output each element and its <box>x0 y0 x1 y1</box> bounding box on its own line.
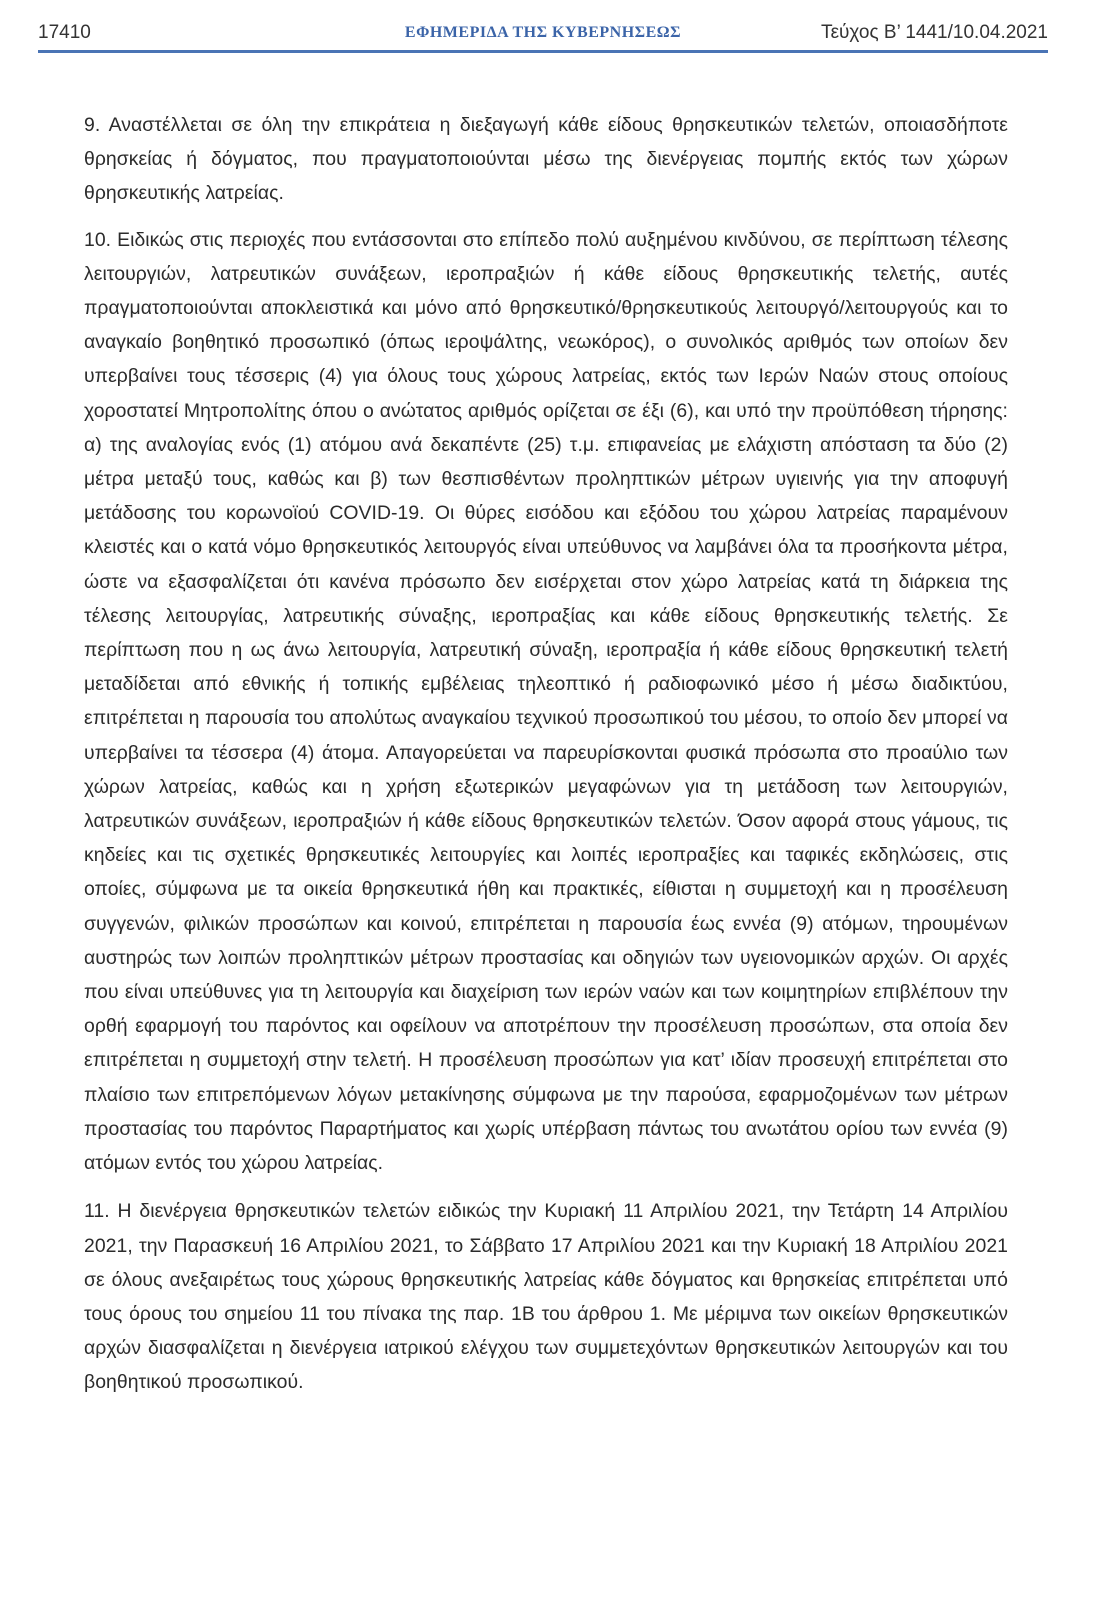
page-number: 17410 <box>38 22 91 43</box>
document-body <box>84 108 1008 1416</box>
paragraph-9: 9. Αναστέλλεται σε όλη την επικράτεια η διεξαγωγή κάθε είδους θρησκευτικών τελετών, οποιασδήποτε θρησκείας ή δόγματος, που πραγματοποιούνται μέσω της διενέργειας πομπής εκτός των χώρων θρησκευτικής λατρείας. <box>84 114 1008 205</box>
paragraph-11: 11. Η διενέργεια θρησκευτικών τελετών ειδικώς την Κυριακή 11 Απριλίου 2021, την Τετάρτη 14 Απριλίου 2021, την Παρασκευή 16 Απριλίου 2021, το Σάββατο 17 Απριλίου 2021 και την Κυριακή 18 Απριλίου 2021 σε όλους ανεξαιρέτως τους χώρους θρησκευτικής λατρείας κάθε δόγματος και θρησκείας επιτρέπεται υπό τους όρους του σημείου 11 του πίνακα της παρ. 1Β του άρθρου 1. Με μέριμνα των οικείων θρησκευτικών αρχών διασφαλίζεται η διενέργεια ιατρικού ελέγχου των συμμετεχόντων θρησκευτικών λειτουργών και του βοηθητικού προσωπικού. <box>84 1200 1008 1394</box>
gazette-title: ΕΦΗΜΕΡΙΔΑ ΤΗΣ ΚΥΒΕΡΝΗΣΕΩΣ <box>404 24 682 41</box>
header-divider <box>38 50 1048 53</box>
issue-reference: Τεύχος Β’ 1441/10.04.2021 <box>821 22 1048 43</box>
page-header <box>38 18 1048 48</box>
paragraph-10: 10. Ειδικώς στις περιοχές που εντάσσονται στο επίπεδο πολύ αυξημένου κινδύνου, σε περίπτωση τέλεσης λειτουργιών, λατρευτικών συνάξεων, ιεροπραξιών ή κάθε είδους θρησκευτικής τελετής, αυτές πραγματοποιούνται αποκλειστικά και μόνο από θρησκευτικό/θρησκευτικούς λειτουργό/λειτουργούς και το αναγκαίο βοηθητικό προσωπικό (όπως ιεροψάλτης, νεωκόρος), ο συνολικός αριθμός των οποίων δεν υπερβαίνει τους τέσσερις (4) για όλους τους χώρους λατρείας, εκτός των Ιερών Ναών στους οποίους χοροστατεί Μητροπολίτης όπου ο ανώτατος αριθμός ορίζεται σε έξι (6), και υπό την προϋπόθεση τήρησης: α) της αναλογίας ενός (1) ατόμου ανά δεκαπέντε (25) τ.μ. επιφανείας με ελάχιστη απόσταση τα δύο (2) μέτρα μεταξύ τους, καθώς και β) των θεσπισθέντων προληπτικών μέτρων υγιεινής για την αποφυγή μετάδοσης του κορωνοϊού COVID-19. Οι θύρες εισόδου και εξόδου του χώρου λατρείας παραμένουν κλειστές και ο κατά νόμο θρησκευτικός λειτουργός είναι υπεύθυνος να λαμβάνει όλα τα προσήκοντα μέτρα, ώστε να εξασφαλίζεται ότι κανένα πρόσωπο δεν εισέρχεται στον χώρο λατρείας κατά τη διάρκεια της τέλεσης λειτουργίας, λατρευτικής σύναξης, ιεροπραξίας και κάθε είδους θρησκευτικής τελετής. Σε περίπτωση που η ως άνω λειτουργία, λατρευτική σύναξη, ιεροπραξία ή κάθε είδους θρησκευτική τελετή μεταδίδεται από εθνικής ή τοπικής εμβέλειας τηλεοπτικό ή ραδιοφωνικό μέσο ή μέσω διαδικτύου, επιτρέπεται η παρουσία του απολύτως αναγκαίου τεχνικού προσωπικού του μέσου, το οποίο δεν μπορεί να υπερβαίνει τα τέσσερα (4) άτομα. Απαγορεύεται να παρευρίσκονται φυσικά πρόσωπα στο προαύλιο των χώρων λατρείας, καθώς και η χρήση εξωτερικών μεγαφώνων για τη μετάδοση των λειτουργιών, λατρευτικών συνάξεων, ιεροπραξιών ή κάθε είδους θρησκευτικών τελετών. Όσον αφορά στους γάμους, τις κηδείες και τις σχετικές θρησκευτικές λειτουργίες και λοιπές ιεροπραξίες και ταφικές εκδηλώσεις, στις οποίες, σύμφωνα με τα οικεία θρησκευτικά ήθη και πρακτικές, είθισται η συμμετοχή και η προσέλευση συγγενών, φιλικών προσώπων και κοινού, επιτρέπεται η παρουσία έως εννέα (9) ατόμων, τηρουμένων αυστηρώς των λοιπών προληπτικών μέτρων προστασίας και οδηγιών των υγειονομικών αρχών. Οι αρχές που είναι υπεύθυνες για τη λειτουργία και διαχείριση των ιερών ναών και των κοιμητηρίων επιβλέπουν την ορθή εφαρμογή του παρόντος και οφείλουν να αποτρέπουν την προσέλευση προσώπων, στα οποία δεν επιτρέπεται η συμμετοχή στην τελετή. Η προσέλευση προσώπων για κατ’ ιδίαν προσευχή επιτρέπεται στο πλαίσιο των επιτρεπόμενων λόγων μετακίνησης σύμφωνα με την παρούσα, εφαρμοζομένων των μέτρων προστασίας του παρόντος Παραρτήματος και χωρίς υπέρβαση πάντως του ανωτάτου ορίου των εννέα (9) ατόμων εντός του χώρου λατρείας. <box>84 228 1008 1175</box>
